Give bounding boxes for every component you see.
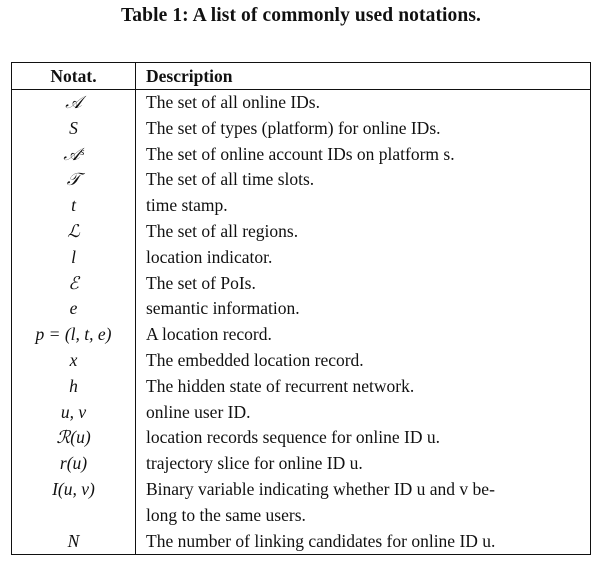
- table-row: [12, 477, 591, 529]
- notation-table-container: [11, 62, 590, 555]
- table-row: [12, 219, 591, 245]
- table-row: [12, 374, 591, 400]
- notation-cell: S: [12, 116, 136, 142]
- table-row: [12, 271, 591, 297]
- notation-cell: 𝒜ˢ: [12, 142, 136, 168]
- description-cell: [136, 451, 591, 477]
- description-cell: [136, 374, 591, 400]
- description-line: The set of all regions.: [146, 220, 299, 241]
- table-row: [12, 529, 591, 555]
- table-caption: Table 1: A list of commonly used notations.: [120, 5, 482, 26]
- table-row: [12, 116, 591, 142]
- description-line: location indicator.: [146, 246, 273, 267]
- table-row: [12, 451, 591, 477]
- table-row: [12, 245, 591, 271]
- notation-cell: 𝒯: [12, 167, 136, 193]
- notation-table: [11, 62, 591, 555]
- description-line: The embedded location record.: [146, 349, 364, 370]
- table-row: [12, 90, 591, 116]
- header-description: Description: [136, 63, 591, 90]
- table-row: [12, 142, 591, 168]
- description-line: The set of types (platform) for online IDs.: [146, 117, 441, 138]
- notation-cell: t: [12, 193, 136, 219]
- description-line: The set of all online IDs.: [146, 92, 320, 112]
- description-line: The set of all time slots.: [146, 169, 315, 190]
- description-line: semantic information.: [146, 298, 300, 319]
- description-line: trajectory slice for online ID u.: [146, 453, 363, 474]
- description-cell: [136, 219, 591, 245]
- table-row: [12, 193, 591, 219]
- description-cell: [136, 116, 591, 142]
- notation-cell: u, v: [12, 400, 136, 426]
- notation-cell: e: [12, 296, 136, 322]
- description-line: The set of online account IDs on platform s.: [146, 143, 455, 164]
- description-cell: [136, 142, 591, 168]
- description-line: time stamp.: [146, 195, 228, 216]
- description-cell: [136, 245, 591, 271]
- description-cell: [136, 193, 591, 219]
- notation-cell: ℛ(u): [12, 425, 136, 451]
- description-line: online user ID.: [146, 401, 251, 422]
- notation-cell: ℒ: [12, 219, 136, 245]
- table-row: [12, 400, 591, 426]
- description-cell: [136, 477, 591, 529]
- description-cell: [136, 425, 591, 451]
- description-line: The number of linking candidates for online ID u.: [146, 530, 496, 551]
- description-line: Binary variable indicating whether ID u and v be-: [146, 478, 495, 499]
- description-line: location records sequence for online ID u.: [146, 427, 440, 448]
- notation-cell: r(u): [12, 451, 136, 477]
- description-cell: [136, 167, 591, 193]
- table-row: [12, 296, 591, 322]
- description-cell: [136, 296, 591, 322]
- notation-cell: l: [12, 245, 136, 271]
- notation-cell: h: [12, 374, 136, 400]
- notation-cell: 𝒜: [12, 90, 136, 116]
- description-cell: [136, 271, 591, 297]
- header-row: [12, 63, 591, 90]
- notation-cell: I(u, v): [12, 477, 136, 529]
- description-cell: [136, 322, 591, 348]
- table-row: [12, 322, 591, 348]
- notation-cell: p = (l, t, e): [12, 322, 136, 348]
- notation-cell: x: [12, 348, 136, 374]
- table-body: [12, 90, 591, 555]
- description-line: A location record.: [146, 324, 272, 345]
- table-row: [12, 348, 591, 374]
- table-row: [12, 425, 591, 451]
- table-row: [12, 167, 591, 193]
- description-cell: [136, 90, 591, 116]
- notation-cell: N: [12, 529, 136, 555]
- description-cell: [136, 400, 591, 426]
- description-cell: [136, 348, 591, 374]
- header-notation: Notat.: [12, 63, 136, 90]
- description-cell: [136, 529, 591, 555]
- description-line: long to the same users.: [146, 504, 306, 525]
- notation-cell: ℰ: [12, 271, 136, 297]
- description-line: The hidden state of recurrent network.: [146, 375, 415, 396]
- description-line: The set of PoIs.: [146, 272, 256, 293]
